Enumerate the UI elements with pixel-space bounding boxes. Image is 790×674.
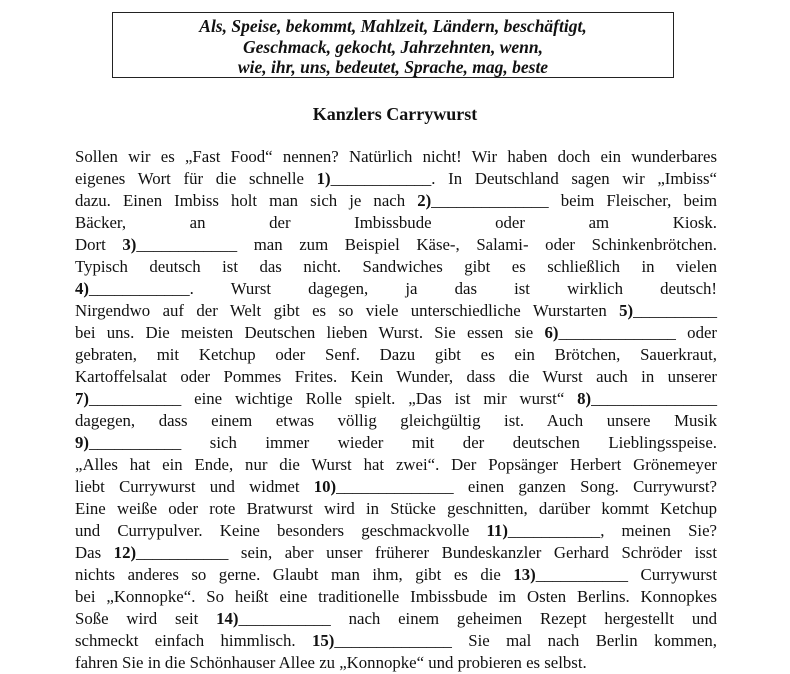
text-segment: bei „Konnopke“. So heißt eine traditionelle Imbissbude im Osten Berlins. Konnopkes — [75, 587, 717, 606]
text-line — [75, 542, 717, 564]
text-line — [75, 278, 717, 300]
text-segment: fahren Sie in die Schönhauser Allee zu „Konnopke“ und probieren es selbst. — [75, 653, 587, 672]
text-segment: ______________ oder — [558, 323, 717, 342]
gap-number: 9) — [75, 433, 89, 452]
text-line — [75, 630, 717, 652]
text-segment: ____________. Wurst dagegen, ja das ist wirklich deutsch! — [88, 279, 717, 298]
word-bank-box — [112, 12, 674, 78]
text-line — [75, 190, 717, 212]
word-bank-line-1: Als, Speise, bekommt, Mahlzeit, Ländern, beschäftigt, — [199, 16, 587, 36]
text-segment: bei uns. Die meisten Deutschen lieben Wurst. Sie essen sie — [75, 323, 545, 342]
gap-number: 5) — [619, 301, 634, 320]
text-segment: schmeckt einfach himmlisch. — [75, 631, 312, 650]
text-line — [75, 366, 717, 388]
text-line — [75, 432, 717, 454]
text-segment: ____________. In Deutschland sagen wir „Imbiss“ — [330, 169, 717, 188]
gap-number: 15) — [312, 631, 335, 650]
text-segment: Dort — [75, 235, 123, 254]
text-line — [75, 256, 717, 278]
text-segment: _______________ — [591, 389, 717, 408]
text-line — [75, 608, 717, 630]
text-segment: ___________ eine wichtige Rolle spielt. „Das ist mir wurst“ — [88, 389, 578, 408]
gap-number: 1) — [316, 169, 331, 188]
text-line — [75, 300, 717, 322]
text-segment: Kartoffelsalat oder Pommes Frites. Kein Wunder, dass die Wurst auch in unserer — [75, 367, 717, 386]
text-segment: Typisch deutsch ist das nicht. Sandwiches gibt es schließlich in vielen — [75, 257, 717, 276]
gap-number: 6) — [544, 323, 559, 342]
text-line — [75, 168, 717, 190]
text-segment: ___________ Currywurst — [535, 565, 717, 584]
text-line — [75, 652, 717, 674]
text-line — [75, 234, 717, 256]
text-segment: ______________ Sie mal nach Berlin kommen, — [334, 631, 717, 650]
page-title: Kanzlers Carrywurst — [312, 104, 478, 124]
text-segment: Sollen wir es „Fast Food“ nennen? Natürlich nicht! Wir haben doch ein wunderbares — [75, 147, 717, 166]
text-line — [75, 454, 717, 476]
text-line — [75, 564, 717, 586]
gap-number: 7) — [75, 389, 89, 408]
text-line — [75, 212, 717, 234]
text-segment: liebt Currywurst und widmet — [75, 477, 314, 496]
gap-number: 12) — [113, 543, 137, 562]
gap-number: 14) — [216, 609, 239, 628]
text-line — [75, 498, 717, 520]
text-segment: ___________, meinen Sie? — [507, 521, 717, 540]
text-segment: Bäcker, an der Imbissbude oder am Kiosk. — [75, 213, 717, 232]
text-segment: Soße wird seit — [75, 609, 217, 628]
word-bank-line-3: wie, ihr, uns, bedeutet, Sprache, mag, beste — [237, 57, 549, 77]
text-segment: Eine weiße oder rote Bratwurst wird in Stücke geschnitten, darüber kommt Ketchup — [75, 499, 717, 518]
text-line — [75, 146, 717, 168]
text-segment: ___________ nach einem geheimen Rezept hergestellt und — [238, 609, 717, 628]
text-line — [75, 344, 717, 366]
word-bank-line-2: Geschmack, gekocht, Jahrzehnten, wenn, — [243, 36, 543, 57]
text-segment: ___________ sein, aber unser früherer Bundeskanzler Gerhard Schröder isst — [136, 543, 718, 562]
text-line — [75, 410, 717, 432]
text-segment: Das — [75, 543, 114, 562]
text-segment: ____________ man zum Beispiel Käse-, Salami- oder Schinkenbrötchen. — [136, 235, 717, 254]
gap-number: 2) — [417, 191, 432, 210]
text-line — [75, 520, 717, 542]
text-segment: gebraten, mit Ketchup oder Senf. Dazu gibt es ein Brötchen, Sauerkraut, — [75, 345, 717, 364]
text-segment: dagegen, dass einem etwas völlig gleichgültig ist. Auch unsere Musik — [75, 411, 717, 430]
text-segment: ______________ beim Fleischer, beim — [431, 191, 718, 210]
text-line — [75, 322, 717, 344]
gap-number: 4) — [75, 279, 89, 298]
text-segment: eigenes Wort für die schnelle — [75, 169, 317, 188]
gap-number: 13) — [513, 565, 536, 584]
gap-number: 11) — [486, 521, 508, 540]
gap-number: 3) — [122, 235, 137, 254]
text-line — [75, 388, 717, 410]
gap-number: 8) — [577, 389, 592, 408]
text-segment: ______________ einen ganzen Song. Currywurst? — [336, 477, 718, 496]
text-segment: Nirgendwo auf der Welt gibt es so viele unterschiedliche Wurstarten — [75, 301, 620, 320]
text-segment: dazu. Einen Imbiss holt man sich je nach — [75, 191, 418, 210]
text-line — [75, 586, 717, 608]
text-segment: __________ — [633, 301, 717, 320]
text-segment: ___________ sich immer wieder mit der deutschen Lieblingsspeise. — [88, 433, 717, 452]
body-text — [75, 146, 717, 674]
text-segment: und Currypulver. Keine besonders geschmackvolle — [75, 521, 487, 540]
gap-number: 10) — [313, 477, 337, 496]
text-segment: „Alles hat ein Ende, nur die Wurst hat zwei“. Der Popsänger Herbert Grönemeyer — [75, 455, 717, 474]
text-segment: nichts anderes so gerne. Glaubt man ihm, gibt es die — [75, 565, 514, 584]
text-line — [75, 476, 717, 498]
